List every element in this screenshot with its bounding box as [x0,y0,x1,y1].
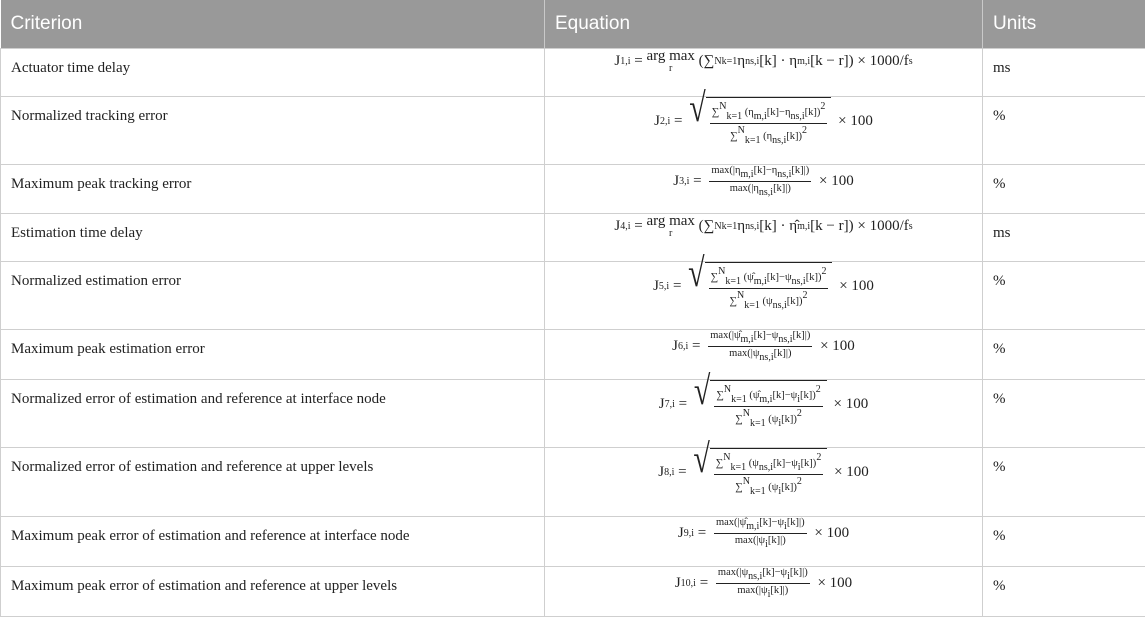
table-row [1,213,1145,261]
criterion-cell: Maximum peak estimation error [1,329,545,379]
units-cell: % [983,164,1145,213]
equation: J 4,i = arg max r (∑ N k=1 η ns,i [k] · η̂ m,i [k − r]) × 1000/f s [545,214,982,239]
equation: J 10,i = $\frac{\text{max(|ψns,i[k]−ψi[k]|)}}{\max(|\psi i[k]|)}$ × 100 [545,567,982,600]
table-row [1,261,1145,329]
equation: J 2,i = √ $\frac{\text{∑Nk=1 (ηm,i[k]−ηns,i[k])2}}{\text{∑Nk=1 (ηns,i[k])2}}$ × 100 [545,97,982,146]
table-row [1,447,1145,516]
equation-cell [545,164,983,213]
criterion-cell: Maximum peak tracking error [1,164,545,213]
equation-cell [545,96,983,164]
table-row [1,96,1145,164]
criterion-cell: Maximum peak error of estimation and reference at interface node [1,516,545,566]
units-cell: % [983,447,1145,516]
equation-cell [545,261,983,329]
equation: J 8,i = √ $\frac{\text{∑Nk=1 (ψns,i[k]−ψi[k])2}}{\sum Nk=1 (\psi i[k])2}$ × 100 [545,448,982,497]
criterion-cell: Actuator time delay [1,48,545,96]
units-cell: % [983,329,1145,379]
equation-cell [545,447,983,516]
table-row [1,329,1145,379]
criterion-cell: Normalized tracking error [1,96,545,164]
equation-cell [545,516,983,566]
units-cell: ms [983,213,1145,261]
header-units: Units [983,0,1145,48]
equation-cell [545,566,983,616]
units-cell: % [983,96,1145,164]
table-row [1,48,1145,96]
criterion-cell: Normalized estimation error [1,261,545,329]
table-row [1,379,1145,447]
units-cell: % [983,379,1145,447]
units-cell: % [983,261,1145,329]
header-row [1,0,1145,48]
header-criterion: Criterion [1,0,545,48]
equation-cell [545,329,983,379]
table-row [1,516,1145,566]
units-cell: % [983,516,1145,566]
units-cell: % [983,566,1145,616]
equation: J 1,i = arg max r (∑ N k=1 η ns,i [k] · η m,i [k − r]) × 1000/f s [545,49,982,74]
equation-cell [545,379,983,447]
table-row [1,566,1145,616]
equation: J 7,i = √ $\frac{\sum Nk=1 (\psîm,i[k]-\psi i[k])2}{\sum Nk=1 (\psi i[k])2}$ × 100 [545,380,982,429]
table-row [1,164,1145,213]
equation: J 9,i = $\frac{\max(|\psîm,i[k]-\psi i[k]|)}{\max(|\psi i[k]|)}$ × 100 [545,517,982,550]
equation-cell [545,213,983,261]
criterion-cell: Maximum peak error of estimation and reference at upper levels [1,566,545,616]
equation: J 5,i = √ $\frac{\text{∑Nk=1 (ψ̂m,i[k]−ψns,i[k])2}}{\text{∑Nk=1 (ψns,i[k])2}}$ × 100 [545,262,982,311]
equation: J 3,i = $\frac{\text{max(|ηm,i[k]−ηns,i[k]|)}}{\text{max(|ηns,i[k]|)}}$ × 100 [545,165,982,198]
criterion-cell: Estimation time delay [1,213,545,261]
criterion-cell: Normalized error of estimation and reference at interface node [1,379,545,447]
equation-cell [545,48,983,96]
header-equation: Equation [545,0,983,48]
equation: J 6,i = $\frac{\text{max(|ψ̂m,i[k]−ψns,i[k]|)}}{\text{max(|ψns,i[k]|)}}$ × 100 [545,330,982,363]
units-cell: ms [983,48,1145,96]
criterion-cell: Normalized error of estimation and reference at upper levels [1,447,545,516]
